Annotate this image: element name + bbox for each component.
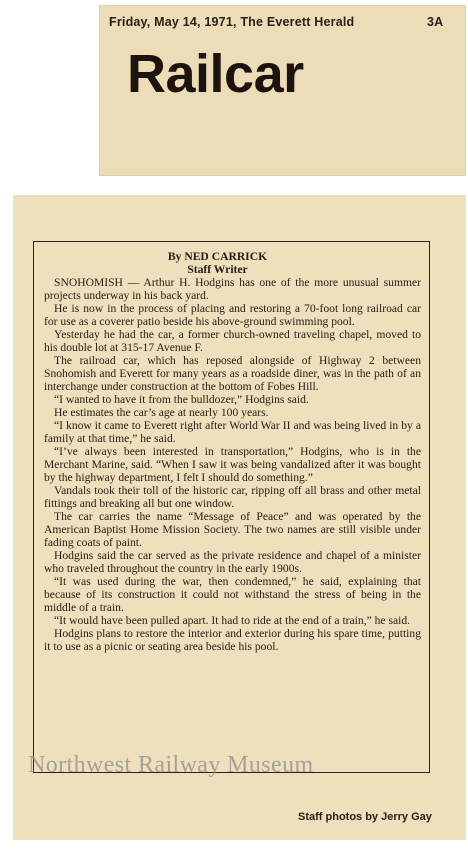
article-paragraph: Hodgins plans to restore the interior and exterior during his spare time, putting it to use as a picnic or seating area beside his pool. [44,627,421,653]
article-paragraph: “It would have been pulled apart. It had to ride at the end of a train,” he said. [54,614,411,627]
page-number: 3A [427,15,444,29]
article-paragraph: Vandals took their toll of the historic car, ripping off all brass and other metal fittings and breaking all but one window. [44,484,421,510]
article-paragraph: “It was used during the war, then condemned,” he said, explaining that because of its construction it could not withstand the stress of being in the middle of a train. [44,575,421,614]
article-paragraph: “I know it came to Everett right after World War II and was being lived in by a family at that time,” he said. [44,419,421,445]
photo-credit: Staff photos by Jerry Gay [298,811,432,823]
dateline-text: Friday, May 14, 1971, The Everett Herald [109,15,355,29]
dateline [109,15,459,29]
article-paragraph: The car carries the name “Message of Peace” and was operated by the American Baptist Home Mission Society. The two names are still visible under fading coats of paint. [44,510,421,549]
article-paragraph: SNOHOMISH — Arthur H. Hodgins has one of the more unusual summer projects underway in his back yard. [44,276,421,302]
article-box [33,241,430,773]
museum-watermark: Northwest Railway Museum [28,752,314,778]
article-paragraph: Yesterday he had the car, a former church-owned traveling chapel, moved to his double lot at 315-17 Avenue F. [44,328,421,354]
headline-clipping [99,5,466,176]
article-paragraph: “I wanted to have it from the bulldozer,” Hodgins said. [54,393,309,406]
article-paragraph: “I’ve always been interested in transportation,” Hodgins, who is in the Merchant Marine, said. “When I saw it was being vandalized after it was bought by the highway department, I felt I should do something.” [44,445,421,484]
headline: Railcar [127,44,304,104]
article-paragraph: The railroad car, which has reposed alongside of Highway 2 between Snohomish and Everett for many years as a roadside diner, was in the path of an interchange under construction at the bottom of Fobes Hill. [44,354,421,393]
article-paragraph: He is now in the process of placing and restoring a 70-foot long railroad car for use as a coverer patio beside his above-ground swimming pool. [44,302,421,328]
article-paragraph: He estimates the car’s age at nearly 100 years. [54,406,269,419]
byline: By NED CARRICK [167,250,268,263]
byline-role: Staff Writer [187,263,248,276]
article-paragraph: Hodgins said the car served as the private residence and chapel of a minister who traveled throughout the country in the early 1900s. [44,549,421,575]
